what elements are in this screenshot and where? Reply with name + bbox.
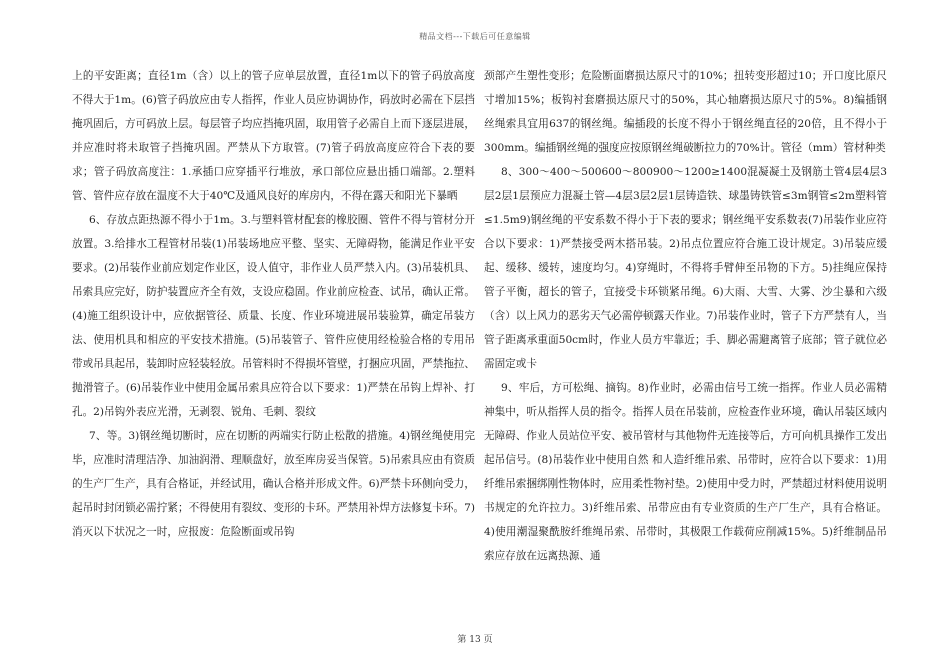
paragraph: 上的平安距离；直径1m（含）以上的管子应单层放置，直径1m以下的管子码放高度不得大于1m。(6)管子码放应由专人指挥，作业人员应协调协作，码放时必需在下层挡掩巩固后，方可码放上层。每层管子均应挡掩巩固，取用管子必需自上而下逐层进展，并应准时将未取管子挡掩巩固。严禁从下方取管。(7)管子码放高度应符合下表的要求；管子码放高度注：1.承插口应穿插平行堆放，承口部位应悬出插口端部。2.塑料管、管件应存放在温度不大于40℃及通风良好的库房内，不得在露天和阳光下暴晒 bbox=[72, 70, 475, 202]
paragraph: 9、牢后，方可松绳、摘钩。8)作业时，必需由信号工统一指挥。作业人员必需精神集中，听从指挥人员的指令。指挥人员在吊装前，应检查作业环境，确认吊装区域内无障碍、作业人员站位平安、被吊管材与其他物件无连接等后，方可向机具操作工发出起吊信号。(8)吊装作业中使用自然 和人造纤维吊索、吊带时，应符合以下要求：1)用纤维吊索捆绑刚性物体时，应用柔性物衬垫。2)使用中受力时，严禁超过材料使用说明书规定的允许拉力。3)纤维吊索、吊带应由有专业资质的生产厂生产，具有合格证。4)使用潮湿聚酰胺纤维绳吊索、吊带时，其极限工作载荷应削减15%。5)纤维制品吊索应存放在远离热源、通 bbox=[484, 382, 887, 562]
page-number: 第 13 页 bbox=[457, 635, 493, 645]
paragraph: 8、300～400～500600～800900～1200≥1400混凝凝土及钢筋土管4层4层3层2层1层预应力混凝土管—4层3层2层1层铸造铁、球墨铸铁管≤3m钢管≤2m塑料管≤1.5m9)钢丝绳的平安系数不得小于下表的要求；钢丝绳平安系数表(7)吊装作业应符合以下要求：1)严禁接受两木搭吊装。2)吊点位置应符合施工设计规定。3)吊装应缓起、缓移、缓转，速度均匀。4)穿绳时，不得将手臂伸至吊物的下方。5)挂绳应保持管子平衡，超长的管子，宜接受卡环锁紧吊绳。6)大雨、大雪、大雾、沙尘暴和六级（含）以上风力的恶劣天气必需停顿露天作业。7)吊装作业时，管子下方严禁有人，当管子距离承重面50cm时，作业人员方牢靠近；手、脚必需避离管子底部；管子就位必需固定或卡 bbox=[484, 166, 887, 370]
paragraph: 7、等。3)钢丝绳切断时，应在切断的两端实行防止松散的措施。4)钢丝绳使用完毕，应准时清理洁净、加油润滑、理顺盘好，放至库房妥当保管。5)吊索具应由有资质的生产厂生产，具有合格证，并经试用，确认合格并形成文件。6)严禁卡环侧向受力，起吊时封闭锁必需拧紧；不得使用有裂纹、变形的卡环。严禁用补焊方法修复卡环。7)消灭以下状况之一时，应报废：危险断面或吊钩 bbox=[72, 430, 475, 538]
right-column bbox=[484, 64, 887, 624]
page-header: 精品文档---下载后可任意编辑 bbox=[419, 32, 531, 41]
left-column bbox=[72, 64, 475, 624]
paragraph: 颈部产生塑性变形；危险断面磨损达原尺寸的10%；扭转变形超过10；开口度比原尺寸增加15%；板钩衬套磨损达原尺寸的50%，其心轴磨损达原尺寸的5%。8)编插钢丝绳索具宜用637的钢丝绳。编插段的长度不得小于钢丝绳直径的20倍，且不得小于300mm。编插钢丝绳的强度应按原钢丝绳破断拉力的70%计。管径（mm）管材种类 bbox=[484, 70, 887, 154]
paragraph: 6、存放点距热源不得小于1m。3.与塑料管材配套的橡胶圈、管件不得与管材分开放置。3.给排水工程管材吊装(1)吊装场地应平整、坚实、无障碍物，能满足作业平安要求。(2)吊装作业前应划定作业区，设人值守，非作业人员严禁入内。(3)吊装机具、吊索具应完好，防护装置应齐全有效，支设应稳固。作业前应检查、试吊，确认正常。(4)施工组织设计中，应依据管径、质量、长度、作业环境进展吊装验算，确定吊装方法、使用机具和相应的平安技术措施。(5)吊装管子、管件应使用经检验合格的专用吊带或吊具起吊，装卸时应轻装轻放。吊管料时不得损坏管壁，打捆应巩固，严禁拖拉、抛滑管子。(6)吊装作业中使用金属吊索具应符合以下要求：1)严禁在吊钩上焊补、打孔。2)吊钩外表应光滑，无剥裂、锐角、毛刺、裂纹 bbox=[72, 214, 475, 418]
